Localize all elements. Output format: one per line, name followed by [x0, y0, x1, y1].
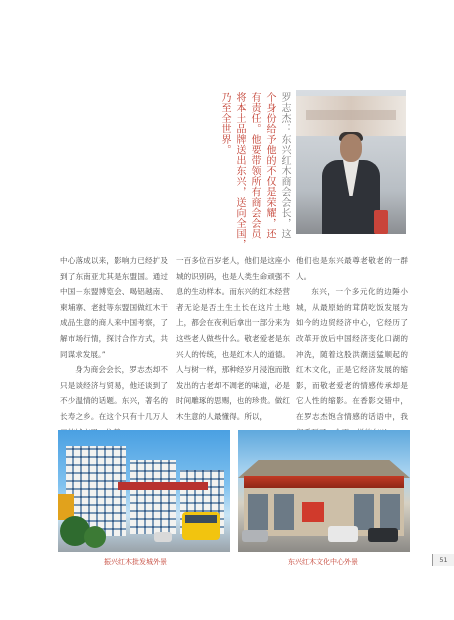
wholesale-city-photo [58, 430, 230, 552]
portrait-photo [296, 90, 406, 234]
paragraph: 他们也是东兴最尊老敬老的一群人。 [296, 256, 408, 281]
article-column-1 [60, 253, 168, 440]
quote-line-2: 个身份给予他的不仅是荣耀，还 [264, 92, 275, 239]
culture-center-photo [238, 430, 410, 552]
article-column-2 [176, 253, 290, 425]
photo-caption-right: 东兴红木文化中心外景 [288, 558, 358, 566]
paragraph: 一百多位百岁老人，他们是这座小城的识别码，也是人类生命顽强不息的生动样本。而东兴的红木经营者无论是否土生土长在这片土地上，都会在夜利后拿出一部分来为这些老人做些什么。敬老爱老是东兴人的传统，也是红木人的道德。人与树一样，那种经岁月浸泡而散发出的古老却不凋老的味道，必是时间雕琢的思赐，也的珍贵。做红木生意的人最懂得。所以， [176, 256, 290, 421]
quote-line-3: 有责任。他要带领所有商会会员 [249, 92, 260, 239]
photo-caption-left: 振兴红木批发城外景 [104, 558, 167, 566]
quote-line-5: 乃至全世界。 [219, 92, 230, 155]
quote-line-4: 将本土品牌送出东兴，送向全国， [234, 92, 245, 250]
paragraph [296, 284, 408, 440]
quote-line-1: 罗志杰：东兴红木商会会长，这 [279, 92, 290, 239]
paragraph: 中心落成以来，影响力已经扩及到了东南亚尤其是东盟国。通过中国－东盟博览会、喝铝越南、柬埔寨、老挝等东盟国做红木干成品生意的商人来中国考察，了解市场行情，探讨合作方式，共同谋求发展。” [60, 256, 168, 359]
paragraph-text: 东兴，一个多元化的边陲小城，从最原始的茸荫吃饭发展为如今的边贸经济中心，它经历了改革开放后中国经济变化口湖的冲洗，随着这股洪潮送猛顺起的红木文化，正是它经济发展的缩影，而敬老爱老的情感传承却是它人性的缩影。在香影交错中，在罗志杰饱含情感的话语中，我 [296, 287, 408, 421]
pull-quote [172, 92, 290, 250]
paragraph: 身为商会会长，罗志杰却不只是谈经济与贸易，他还谈到了不少温情的话题。东兴，著名的长寿之乡。在这个只有十几万人 [60, 365, 168, 421]
article-column-3 [296, 253, 408, 440]
page-number: 51 [432, 554, 454, 566]
